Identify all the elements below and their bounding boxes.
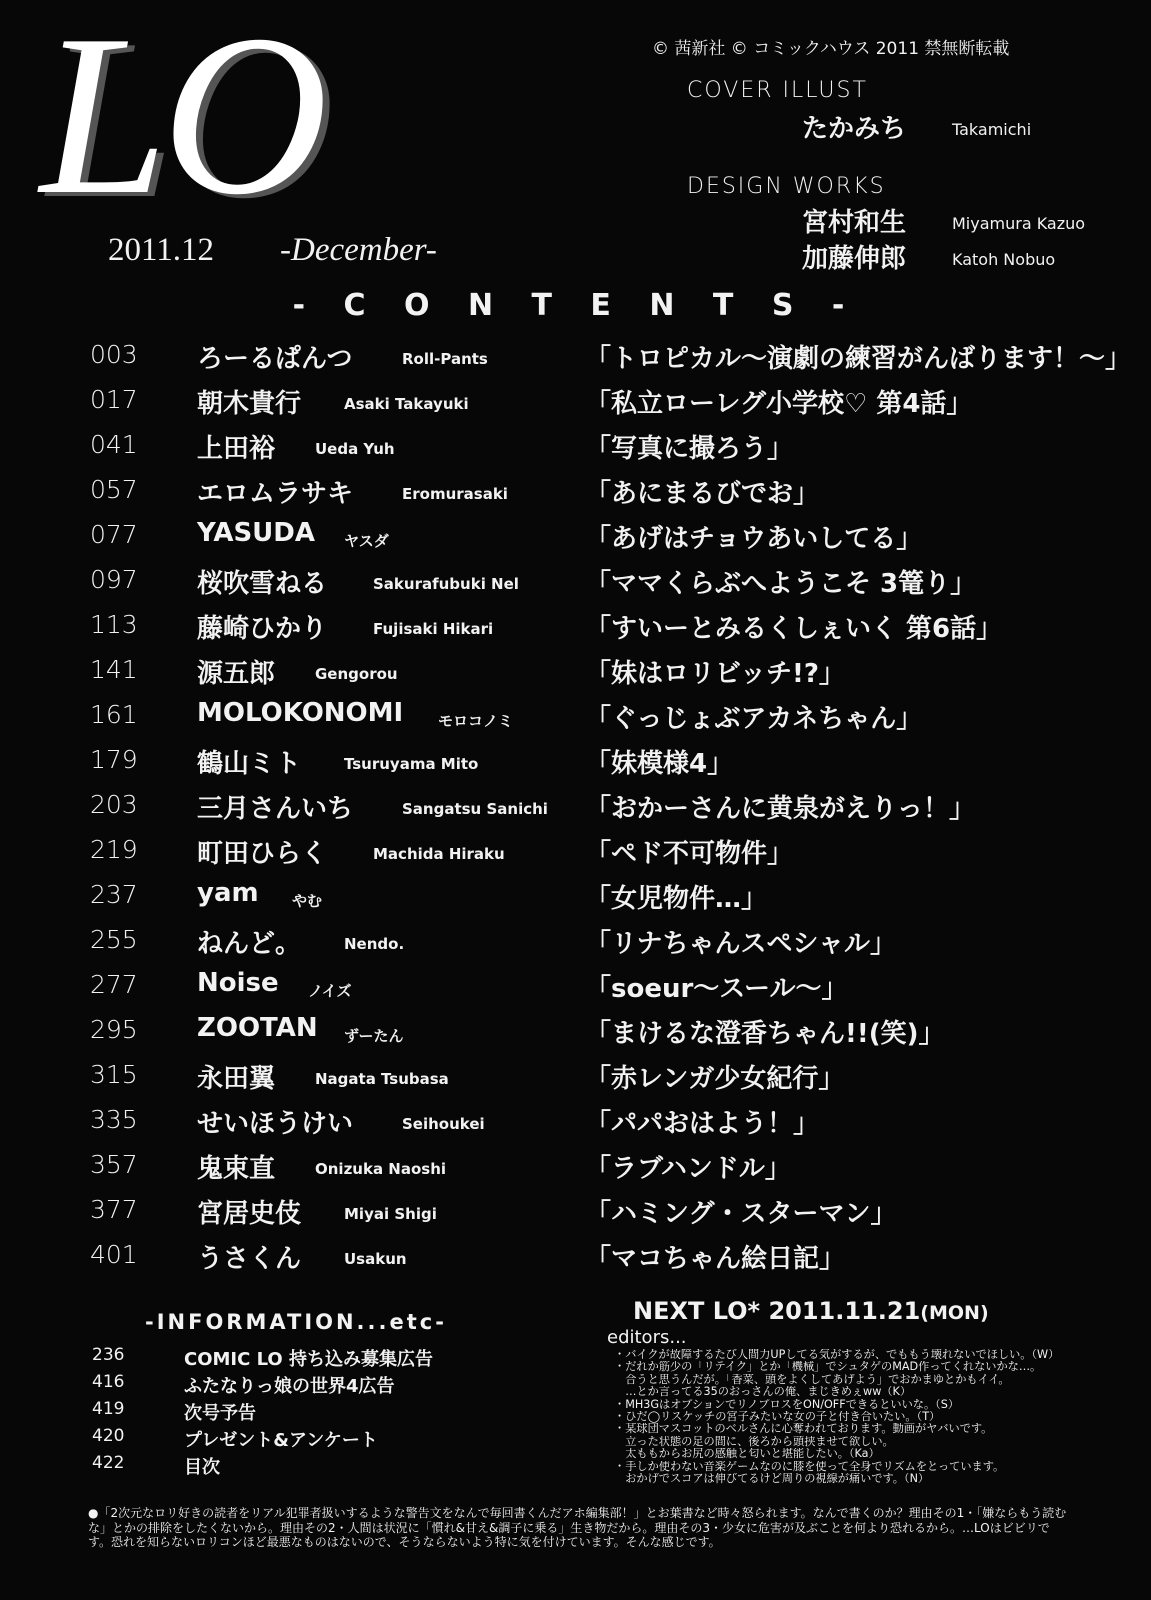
editor-note: 合うと思うんだが。「香菜、頭をよくしてあげよう」でおかまゆとかもイイ。 [614,1373,1010,1386]
toc-author-romaji: Ueda Yuh [315,440,395,458]
toc-author-romaji: ノイズ [308,982,352,1000]
toc-story-title: 「私立ローレグ小学校♡ 第4話」 [585,389,973,419]
toc-author-romaji: Sangatsu Sanichi [402,800,548,818]
designer-romaji: Miyamura Kazuo [952,214,1086,233]
toc-author: ねんど。 [197,929,302,959]
information-label: COMIC LO 持ち込み募集広告 [184,1349,433,1370]
toc-row[interactable] [0,874,1151,918]
toc-author-romaji: Tsuruyama Mito [344,755,479,773]
toc-story-title: 「まけるな澄香ちゃん!!(笑)」 [585,1019,945,1049]
toc-story-title: 「妹模様4」 [585,749,734,779]
toc-author: ZOOTAN [197,1013,318,1043]
toc-author-romaji: Roll-Pants [402,350,488,368]
toc-row[interactable] [0,919,1151,963]
toc-page-number: 357 [90,1150,138,1179]
design-works-label: DESIGN WORKS [687,174,886,199]
toc-author: yam [197,878,259,908]
toc-author: Noise [197,968,279,998]
toc-story-title: 「リナちゃんスペシャル」 [585,929,896,959]
toc-author: 桜吹雪ねる [197,569,328,599]
toc-author: 鬼束直 [197,1154,276,1184]
toc-row[interactable] [0,649,1151,693]
information-page: 416 [92,1372,125,1392]
cover-illust-romaji: Takamichi [952,120,1032,139]
editor-note: ・某球団マスコットのベルさんに心奪われております。動画がヤバいです。 [614,1423,993,1436]
issue-month: -December- [280,232,437,268]
toc-story-title: 「ぐっじょぶアカネちゃん」 [585,704,923,734]
footer-notice: ●「2次元なロリ好きの読者をリアル犯罪者扱いするような警告文をなんで毎回書くんだアホ編集部！」とお葉書など時々怒られます。なんで書くのか？理由その1・「嫌ならもう読むな」とかの排除をしたくないから。理由その2・人間は状況に「慣れ&甘え&調子に乗る」生き物だから。理由その3・少女に危害が及ぶことを何より恐れるから。…LOはビビリです。恐れを知らないロリコンほど最悪なものはないので、そうならないよう特に気を付けています。そんな感じです。 [88,1506,1067,1550]
toc-row[interactable] [0,1234,1151,1278]
toc-row[interactable] [0,424,1151,468]
editor-note: 立った状態の足の間に、後ろから頭挟ませて欲しい。 [614,1435,894,1448]
toc-story-title: 「マコちゃん絵日記」 [585,1244,846,1274]
toc-author-romaji: ずーたん [344,1027,404,1045]
toc-page-number: 113 [90,610,138,639]
toc-row[interactable] [0,739,1151,783]
toc-row[interactable] [0,964,1151,1008]
toc-author-romaji: Nagata Tsubasa [315,1070,449,1088]
designer-name: 宮村和生 [802,208,907,238]
toc-page-number: 277 [90,970,138,999]
toc-story-title: 「女児物件…」 [585,884,768,914]
designer-name: 加藤伸郎 [802,244,907,274]
magazine-logo: LO [40,0,323,242]
toc-page-number: 179 [90,745,138,774]
toc-page-number: 377 [90,1195,138,1224]
editor-note: ・MH3GはオプションでリノプロスをON/OFFできるといいな。（S） [614,1398,960,1411]
toc-page-number: 203 [90,790,138,819]
cover-illust-name: たかみち [802,114,907,144]
information-label: 目次 [184,1457,220,1478]
toc-story-title: 「妹はロリビッチ!?」 [585,659,845,689]
toc-row[interactable] [0,514,1151,558]
next-issue-label: NEXT LO* 2011.11.21 [633,1297,921,1325]
editor-note: …とか言ってる35のおっさんの俺、まじきめぇww（K） [614,1386,912,1399]
toc-author: 鶴山ミト [197,749,302,779]
toc-story-title: 「トロピカル〜演劇の練習がんばります！〜」 [585,344,1132,374]
toc-page-number: 219 [90,835,138,864]
cover-illust-label: COVER ILLUST [687,78,868,103]
editor-note: ・バイクが故障するたび人間力UPしてる気がするが、でももう壊れないでほしい。（W） [614,1349,1060,1361]
toc-author-romaji: Eromurasaki [402,485,508,503]
toc-story-title: 「赤レンガ少女紀行」 [585,1064,845,1094]
toc-row[interactable] [0,604,1151,648]
toc-author: 上田裕 [197,434,276,464]
toc-author-romaji: Machida Hiraku [373,845,505,863]
toc-story-title: 「ペド不可物件」 [585,839,794,869]
toc-story-title: 「あにまるびでお」 [585,479,820,509]
toc-author: 藤崎ひかり [197,614,328,644]
editor-note: ・手しか使わない音楽ゲームなのに膝を使って全身でリズムをとっています。 [614,1460,1005,1473]
toc-page-number: 141 [90,655,138,684]
information-page: 422 [92,1453,125,1473]
toc-row[interactable] [0,1189,1151,1233]
toc-author: 宮居史伎 [197,1199,302,1229]
toc-row[interactable] [0,1144,1151,1188]
information-page: 419 [92,1399,125,1419]
toc-row[interactable] [0,694,1151,738]
toc-page-number: 057 [90,475,138,504]
toc-author-romaji: Gengorou [315,665,398,683]
information-heading: -INFORMATION...etc- [145,1310,447,1334]
toc-row[interactable] [0,379,1151,423]
toc-story-title: 「写真に撮ろう」 [585,434,794,464]
information-label: 次号予告 [184,1403,256,1424]
information-page: 420 [92,1426,125,1446]
next-issue-date [633,1297,989,1325]
toc-page-number: 401 [90,1240,138,1269]
toc-author: 朝木貴行 [197,389,302,419]
toc-page-number: 335 [90,1105,138,1134]
toc-author-romaji: モロコノミ [438,712,514,730]
toc-author: MOLOKONOMI [197,698,404,728]
toc-author-romaji: Onizuka Naoshi [315,1160,447,1178]
information-label: プレゼント&アンケート [184,1430,378,1451]
designer-romaji: Katoh Nobuo [952,250,1056,269]
editor-note: ・だれか筋少の「リテイク」とか「機械」でシュタゲのMAD作ってくれないかな…。 [614,1361,1042,1374]
editor-note: ・ひだ◯リスケッチの宮子みたいな女の子と付き合いたい。（T） [614,1411,941,1424]
editor-note: おかげでスコアは伸びてるけど周りの視線が痛いです。（N） [614,1473,930,1486]
toc-author-romaji: Nendo. [344,935,405,953]
toc-row[interactable] [0,334,1151,378]
toc-row[interactable] [0,1009,1151,1053]
toc-row[interactable] [0,829,1151,873]
toc-page-number: 161 [90,700,138,729]
next-issue-day: (MON) [920,1302,989,1324]
toc-author-romaji: ヤスダ [344,532,389,550]
toc-author-romaji: Asaki Takayuki [344,395,469,413]
contents-heading: - C O N T E N T S - [292,288,859,323]
toc-story-title: 「パパおはよう！」 [585,1109,820,1139]
toc-page-number: 077 [90,520,138,549]
toc-row[interactable] [0,469,1151,513]
toc-author: ろーるぱんつ [197,344,353,374]
toc-page-number: 255 [90,925,138,954]
toc-author: せいほうけい [197,1109,354,1139]
editor-note: 太ももからお尻の感触と匂いと堪能したい。（Ka） [614,1448,880,1461]
toc-row[interactable] [0,1054,1151,1098]
issue-date: 2011.12 [108,232,215,268]
toc-page-number: 003 [90,340,138,369]
toc-author: 源五郎 [197,659,276,689]
toc-author: 町田ひらく [197,839,328,869]
toc-page-number: 097 [90,565,138,594]
information-page: 236 [92,1345,125,1365]
copyright-notice: © 茜新社 © コミックハウス 2011 禁無断転載 [652,39,1010,59]
toc-author-romaji: Sakurafubuki Nel [373,575,519,593]
editor-notes [614,1349,1084,1485]
toc-page-number: 041 [90,430,138,459]
toc-story-title: 「おかーさんに黄泉がえりっ！」 [585,794,976,824]
editors-label: editors... [607,1327,687,1348]
toc-story-title: 「ラブハンドル」 [585,1154,791,1184]
toc-story-title: 「あげはチョウあいしてる」 [585,524,923,554]
toc-story-title: 「soeur〜スール〜」 [585,974,848,1004]
toc-page-number: 315 [90,1060,138,1089]
information-label: ふたなりっ娘の世界4広告 [184,1376,395,1397]
toc-page-number: 017 [90,385,138,414]
toc-row[interactable] [0,1099,1151,1143]
toc-row[interactable] [0,559,1151,603]
toc-story-title: 「ハミング・スターマン」 [585,1199,897,1229]
toc-page-number: 237 [90,880,138,909]
toc-author-romaji: やむ [292,892,323,910]
toc-row[interactable] [0,784,1151,828]
toc-story-title: 「すいーとみるくしぇいく 第6話」 [585,614,1003,644]
toc-story-title: 「ママくらぶへようこそ 3篭り」 [585,569,977,599]
toc-author: YASUDA [197,518,316,548]
toc-author: 永田翼 [197,1064,276,1094]
toc-author-romaji: Usakun [344,1250,407,1268]
toc-author-romaji: Miyai Shigi [344,1205,437,1223]
toc-page-number: 295 [90,1015,138,1044]
toc-author-romaji: Seihoukei [402,1115,485,1133]
toc-author-romaji: Fujisaki Hikari [373,620,494,638]
toc-author: うさくん [197,1244,302,1274]
toc-author: エロムラサキ [197,479,354,509]
toc-author: 三月さんいち [197,794,354,824]
